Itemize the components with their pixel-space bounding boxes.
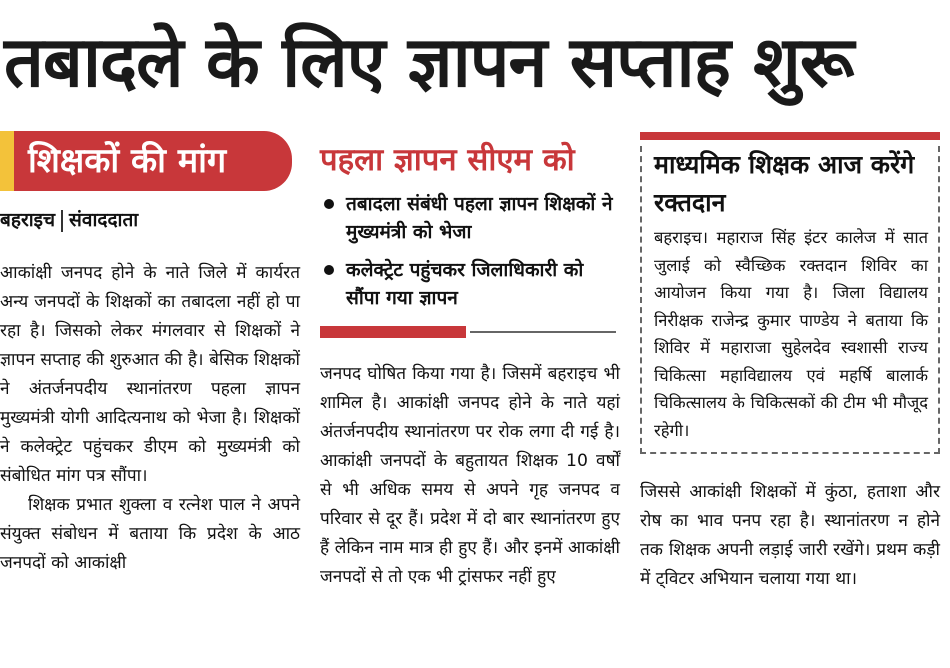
column-left <box>0 126 300 578</box>
sidebar-box-title: माध्यमिक शिक्षक आज करेंगे रक्तदान <box>654 150 915 217</box>
bullet-icon <box>324 199 334 209</box>
kicker-label <box>0 131 292 191</box>
divider-accent <box>320 326 466 338</box>
headline: तबादले के लिए ज्ञापन सप्ताह शुरू <box>4 21 854 103</box>
section-divider <box>320 322 620 342</box>
dateline-separator <box>61 210 63 232</box>
divider-line <box>470 331 616 333</box>
highlights-list <box>320 190 620 312</box>
dateline <box>0 207 300 233</box>
article-paragraph-1: आकांक्षी जनपद होने के नाते जिले में कार्यरत अन्य जनपदों के शिक्षकों का तबादला नहीं हो पा रहा है। जिसको लेकर मंगलवार से शिक्षकों ने ज्ञापन सप्ताह की शुरुआत की है। बेसिक शिक्षकों ने अंतर्जनपदीय स्थानांतरण पहला ज्ञापन मुख्यमंत्री योगी आदित्यनाथ को भेजा है। शिक्षकों ने कलेक्ट्रेट पहुंचकर डीएम को मुख्यमंत्री को संबोधित मांग पत्र सौंपा। <box>0 263 300 486</box>
deck-title: पहला ज्ञापन सीएम को <box>320 142 575 178</box>
sidebar-box-top-rule <box>640 132 940 140</box>
article-paragraph-4: जिससे आकांक्षी शिक्षकों में कुंठा, हताशा और रोष का भाव पनप रहा है। स्थानांतरण न होने तक शिक्षक अपनी लड़ाई जारी रखेंगे। प्रथम कड़ी में ट्विटर अभियान चलाया गया था। <box>640 482 940 589</box>
dateline-author: संवाददाता <box>69 209 139 231</box>
dateline-place: बहराइच <box>0 209 56 231</box>
column-right <box>640 126 940 594</box>
sidebar-box-text: बहराइच। महाराज सिंह इंटर कालेज में सात जुलाई को स्वैच्छिक रक्तदान शिविर का आयोजन किया गया है। जिला विद्यालय निरीक्षक राजेन्द्र कुमार पाण्डेय ने बताया कि शिविर में महाराजा सुहेलदेव स्वशासी राज्य चिकित्सा महाविद्यालय एवं महर्षि बालार्क चिकित्सालय के चिकित्सकों की टीम भी मौजूद रहेगी। <box>654 228 928 440</box>
kicker-text: शिक्षकों की मांग <box>28 141 227 181</box>
kicker-accent-bar <box>0 131 14 191</box>
sidebar-box <box>640 146 940 454</box>
bullet-icon <box>324 265 334 275</box>
article-paragraph-2: शिक्षक प्रभात शुक्ला व रत्नेश पाल ने अपने संयुक्त संबोधन में बताया कि प्रदेश के आठ जनपदों को आकांक्षी <box>0 495 300 573</box>
column-middle <box>320 126 620 592</box>
article-paragraph-3: जनपद घोषित किया गया है। जिसमें बहराइच भी शामिल है। आकांक्षी जनपद होने के नाते यहां अंतर्जनपदीय स्थानांतरण पर रोक लगा दी गई है। आकांक्षी जनपदों के बहुतायत शिक्षक 10 वर्षों से भी अधिक समय से अपने गृह जनपद व परिवार से दूर हैं। प्रदेश में दो बार स्थानांतरण हुए हैं लेकिन नाम मात्र ही हुए हैं। और इनमें आकांक्षी जनपदों से तो एक भी ट्रांसफर नहीं हुए <box>320 364 620 587</box>
highlight-item: तबादला संबंधी पहला ज्ञापन शिक्षकों ने मुख्यमंत्री को भेजा <box>320 190 620 246</box>
highlight-item: कलेक्ट्रेट पहुंचकर जिलाधिकारी को सौंपा गया ज्ञापन <box>320 256 620 312</box>
